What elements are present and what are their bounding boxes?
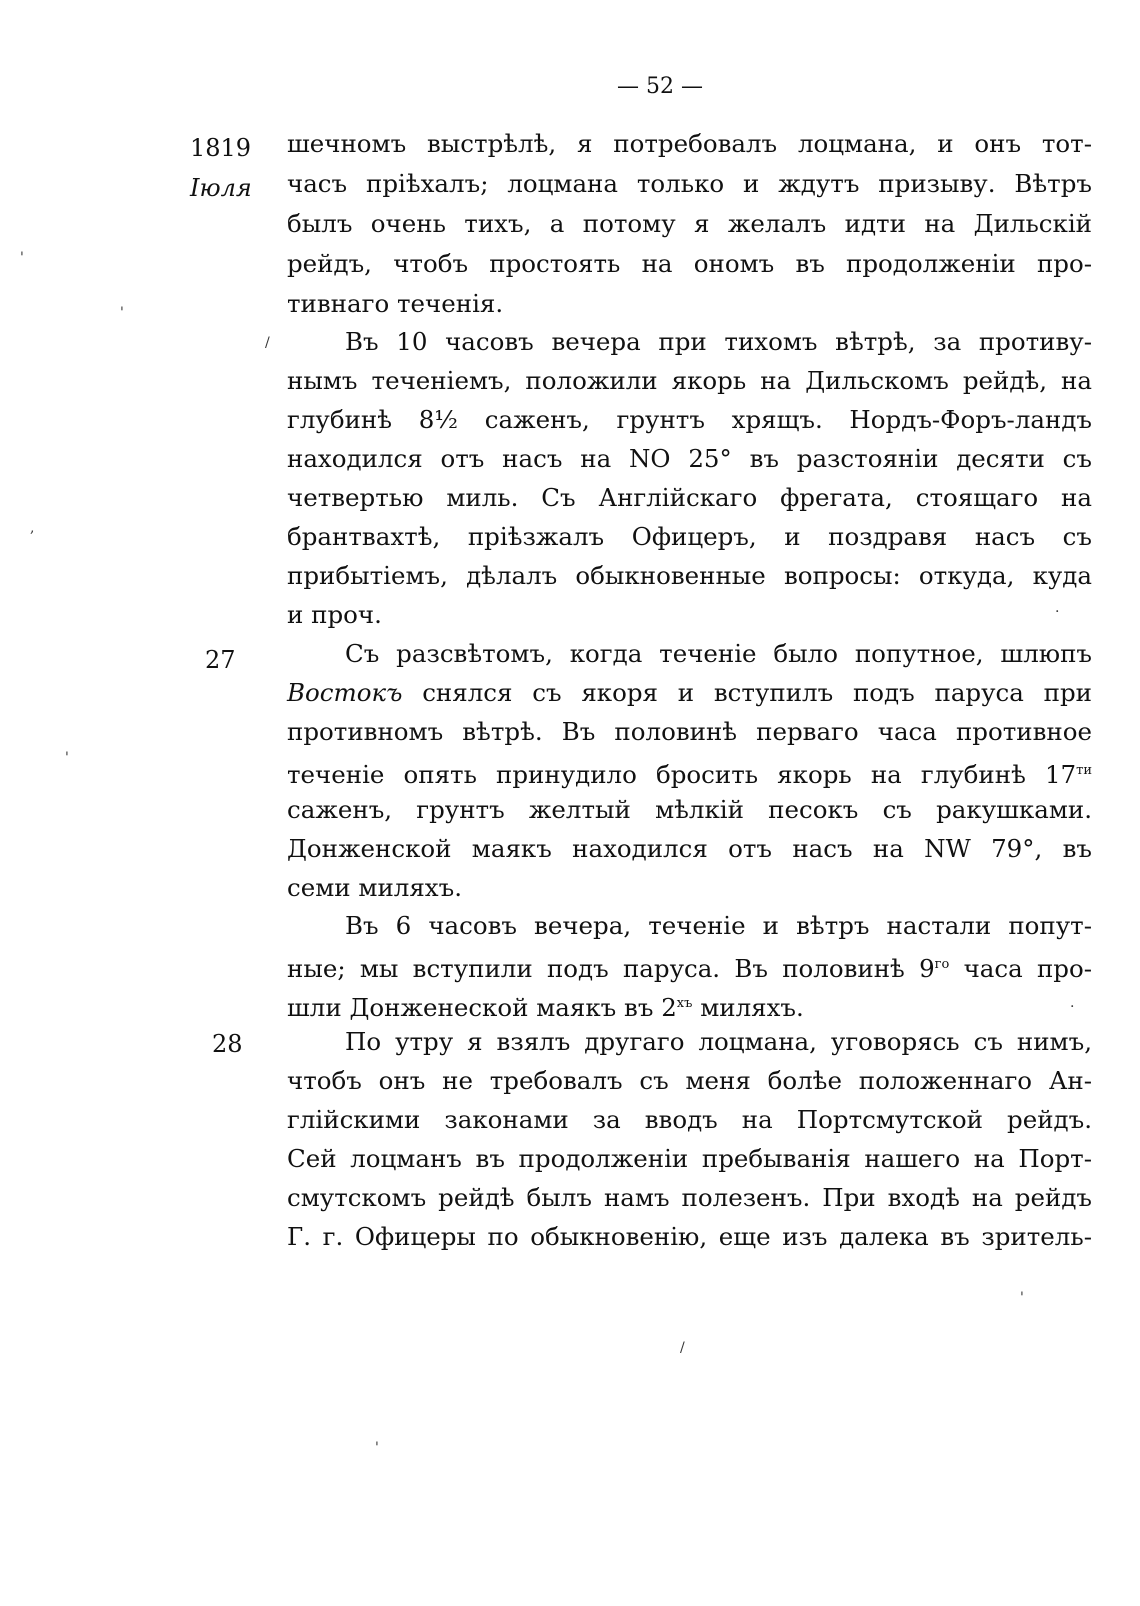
- superscript: хъ: [676, 996, 693, 1011]
- margin-day-28: 28: [212, 1030, 243, 1058]
- scan-speck: .: [1070, 995, 1075, 1011]
- text-line: брантвахтѣ, пріѣзжалъ Офицеръ, и поздравя насъ съ: [287, 522, 1092, 551]
- text-line: часъ пріѣхалъ; лоцмана только и ждутъ призыву. Вѣтръ: [287, 169, 1092, 198]
- margin-year: 1819: [190, 134, 252, 162]
- text-line: Въ 10 часовъ вечера при тихомъ вѣтрѣ, за противу-: [345, 327, 1092, 356]
- scan-speck: ': [120, 305, 124, 321]
- text-line: [287, 751, 1092, 791]
- text-line: глійскими законами за вводъ на Портсмутской рейдъ.: [287, 1105, 1092, 1134]
- text-line: четвертью миль. Съ Англійскаго фрегата, стоящаго на: [287, 483, 1092, 512]
- text-line: Сей лоцманъ въ продолженіи пребыванія нашего на Порт-: [287, 1144, 1092, 1173]
- text-line: смутскомъ рейдѣ былъ намъ полезенъ. При входѣ на рейдъ: [287, 1183, 1092, 1212]
- text-line: тивнаго теченія.: [287, 289, 504, 318]
- text-line: чтобъ онъ не требовалъ съ меня болѣе положеннаго Ан-: [287, 1066, 1092, 1095]
- text-line: семи миляхъ.: [287, 873, 462, 902]
- text-line: Въ 6 часовъ вечера, теченіе и вѣтръ настали попут-: [345, 911, 1092, 940]
- text-segment: шли Донженеской маякъ въ 2: [287, 993, 677, 1023]
- text-segment: ные; мы вступили подъ паруса. Въ половинѣ 9: [287, 954, 935, 984]
- text-segment: теченіе опять принудило бросить якорь на глубинѣ 17: [287, 760, 1077, 790]
- superscript: ти: [1076, 763, 1092, 778]
- text-line: саженъ, грунтъ желтый мѣлкій песокъ съ ракушками.: [287, 795, 1092, 824]
- page-number: — 52 —: [617, 74, 703, 99]
- scan-speck: /: [680, 1340, 685, 1356]
- scan-speck: ,: [30, 520, 35, 536]
- margin-month: Іюля: [190, 174, 252, 202]
- text-line: противномъ вѣтрѣ. Въ половинѣ перваго часа противное: [287, 717, 1092, 746]
- text-line: [287, 945, 1092, 985]
- scan-speck: .: [1055, 600, 1060, 616]
- text-line: нымъ теченіемъ, положили якорь на Дильскомъ рейдѣ, на: [287, 366, 1092, 395]
- ship-name: Востокъ: [287, 678, 403, 707]
- text-line: прибытіемъ, дѣлалъ обыкновенные вопросы: откуда, куда: [287, 561, 1092, 590]
- text-line: шечномъ выстрѣлѣ, я потребовалъ лоцмана, и онъ тот-: [287, 129, 1092, 158]
- text-line: глубинѣ 8½ саженъ, грунтъ хрящъ. Нордъ-Форъ-ландъ: [287, 405, 1092, 434]
- text-line: и проч.: [287, 600, 382, 629]
- text-line: находился отъ насъ на NO 25° въ разстояніи десяти съ: [287, 444, 1092, 473]
- text-segment: миляхъ.: [692, 993, 804, 1023]
- scan-speck: ': [1020, 1290, 1024, 1306]
- scan-speck: /: [265, 335, 270, 351]
- text-line: Съ разсвѣтомъ, когда теченіе было попутное, шлюпъ: [345, 639, 1092, 668]
- scan-speck: ': [375, 1440, 379, 1456]
- text-segment: снялся съ якоря и вступилъ подъ паруса при: [402, 678, 1092, 707]
- scan-speck: ': [20, 250, 24, 266]
- margin-day-27: 27: [205, 646, 236, 674]
- superscript: го: [934, 957, 950, 972]
- text-line: [287, 984, 804, 1024]
- scan-speck: ': [65, 750, 69, 766]
- text-line: Донженской маякъ находился отъ насъ на NW 79°, въ: [287, 834, 1092, 863]
- text-line: По утру я взялъ другаго лоцмана, уговорясь съ нимъ,: [345, 1027, 1092, 1056]
- text-line: рейдъ, чтобъ простоять на ономъ въ продолженіи про-: [287, 249, 1092, 278]
- text-line: Г. г. Офицеры по обыкновенію, еще изъ далека въ зритель-: [287, 1222, 1092, 1251]
- text-line: [287, 673, 1092, 713]
- text-line: былъ очень тихъ, а потому я желалъ идти на Дильскій: [287, 209, 1092, 238]
- text-segment: часа про-: [949, 954, 1092, 984]
